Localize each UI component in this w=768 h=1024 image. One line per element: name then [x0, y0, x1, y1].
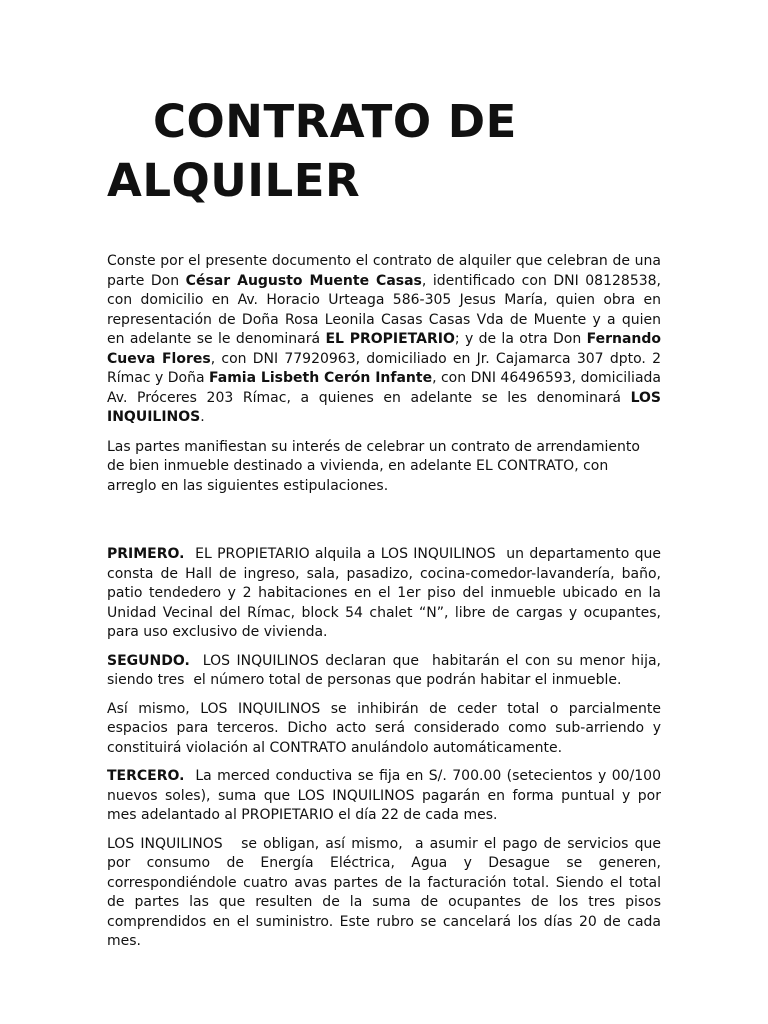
clause-tercero — [107, 767, 666, 826]
clause-asimismo: Así mismo, LOS INQUILINOS se inhibirán de ceder total o parcialmente espacios para terceros. Dicho acto será considerado como sub-arriendo y constituirá violación al CONTRATO anulándolo automáticamente. — [107, 700, 661, 756]
intro-paragraph — [107, 252, 661, 428]
tenant1-name: Fernando Cueva Flores — [107, 331, 661, 367]
parties-paragraph: Las partes manifiestan su interés de celebrar un contrato de arrendamiento de bien inmueble destinado a vivienda, en adelante EL CONTRATO, con arreglo en las siguientes estipulaciones. — [107, 438, 640, 494]
clause-text: LOS INQUILINOS declaran que habitarán el con su menor hija, siendo tres el número total de personas que podrán habitar el inmueble. — [107, 652, 666, 688]
tenants-label: LOS INQUILINOS — [107, 389, 661, 425]
intro-text: , con DNI 46496593, domiciliada Av. Próceres 203 Rímac, a quienes en adelante se les denominará — [107, 370, 661, 406]
clause-heading: TERCERO. — [107, 768, 185, 784]
title-line-1: CONTRATO DE — [153, 95, 517, 148]
page-title — [107, 0, 661, 210]
clause-heading: SEGUNDO. — [107, 652, 190, 669]
tenant2-name: Famia Lisbeth Cerón Infante — [209, 370, 433, 386]
clause-primero — [107, 545, 666, 643]
clause-servicios: LOS INQUILINOS se obligan, así mismo, a asumir el pago de servicios que por consumo de Energía Eléctrica, Agua y Desague se generen, correspondiéndole cuatro avas partes de la facturación total. Siendo el total de partes las que resulten de la suma de ocupantes de los tres pisos comprendidos en el suministro. Este rubro se cancelará los días 20 de cada mes. — [107, 835, 666, 949]
clause-text: EL PROPIETARIO alquila a LOS INQUILINOS un departamento que consta de Hall de ingreso, sala, pasadizo, cocina-comedor-lavandería, baño, patio tendedero y 2 habitaciones en el 1er piso del inmueble ubicado en la Unidad Vecinal del Rímac, block 54 chalet “N”, libre de cargas y ocupantes, para uso exclusivo de vivienda. — [107, 546, 666, 640]
clause-text: La merced conductiva se fija en S/. 700.00 (setecientos y 00/100 nuevos soles), suma que LOS INQUILINOS pagarán en forma puntual y por mes adelantado al PROPIETARIO el día 22 de cada mes. — [107, 768, 666, 823]
owner-label: EL PROPIETARIO — [325, 331, 455, 347]
intro-text: . — [200, 409, 205, 425]
title-line-2: ALQUILER — [107, 154, 361, 207]
spacer — [107, 496, 661, 545]
intro-text: , identificado con DNI 08128538, con domicilio en Av. Horacio Urteaga 586-305 Jesus María, quien obra en representación de Doña Rosa Leonila Casas Casas Vda de Muente y a quien en adelante se le denominará — [107, 272, 661, 347]
clause-segundo — [107, 652, 666, 691]
intro-text: Conste por el presente documento el contrato de alquiler que celebran de una parte Don — [107, 253, 661, 289]
owner-name: César Augusto Muente Casas — [185, 272, 422, 289]
clause-heading: PRIMERO. — [107, 546, 185, 562]
intro-text: ; y de la otra Don — [454, 331, 587, 347]
intro-text: , con DNI 77920963, domiciliado en Jr. Cajamarca 307 dpto. 2 Rímac y Doña — [107, 350, 661, 386]
